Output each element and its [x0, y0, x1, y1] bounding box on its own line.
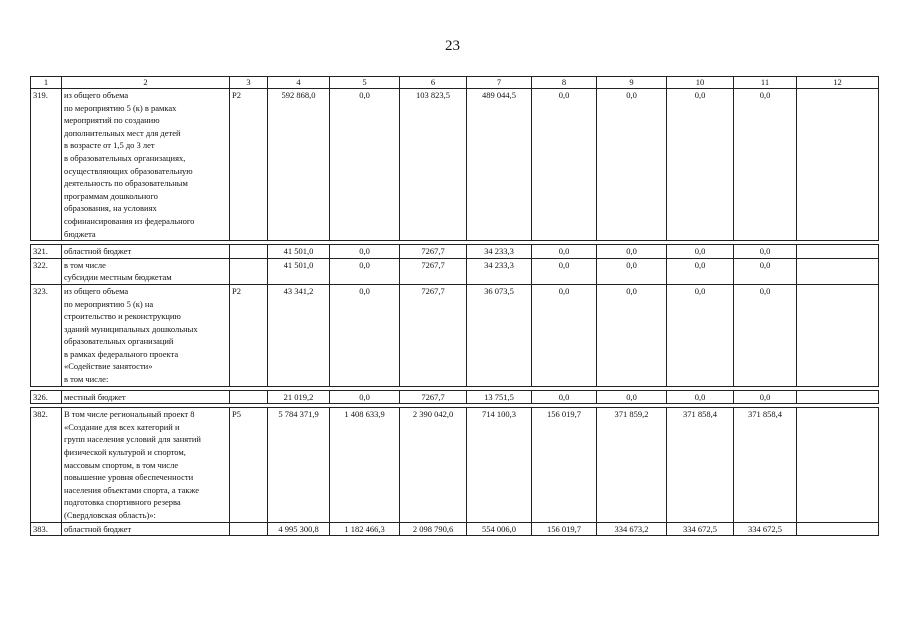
value-col-8: 156 019,7 [532, 408, 597, 522]
value-col-10: 0,0 [667, 89, 734, 241]
col-header-12: 12 [797, 77, 879, 89]
value-col-4: 5 784 371,9 [268, 408, 330, 522]
row-code: P5 [230, 408, 268, 522]
table-row [31, 390, 879, 404]
value-col-7: 36 073,5 [467, 284, 532, 386]
value-col-11: 0,0 [734, 390, 797, 404]
row-description: из общего объема по мероприятию 5 (к) на строительство и реконструкцию зданий муниципальных дошкольных образовательных организаций в рамках федерального проекта «Содействие занятости» в том числе: [62, 284, 230, 386]
value-col-6: 2 390 042,0 [400, 408, 467, 522]
value-col-12 [797, 522, 879, 536]
row-number: 322. [31, 258, 62, 284]
value-col-10: 334 672,5 [667, 522, 734, 536]
value-col-8: 0,0 [532, 390, 597, 404]
value-col-5: 0,0 [330, 284, 400, 386]
row-description: в том числе субсидии местным бюджетам [62, 258, 230, 284]
value-col-7: 34 233,3 [467, 258, 532, 284]
table-row [31, 408, 879, 522]
value-col-9: 0,0 [597, 284, 667, 386]
value-col-10: 0,0 [667, 245, 734, 259]
col-header-11: 11 [734, 77, 797, 89]
value-col-9: 334 673,2 [597, 522, 667, 536]
value-col-5: 0,0 [330, 245, 400, 259]
value-col-8: 156 019,7 [532, 522, 597, 536]
value-col-6: 7267,7 [400, 245, 467, 259]
row-description: областной бюджет [62, 245, 230, 259]
table-row [31, 89, 879, 241]
value-col-4: 41 501,0 [268, 245, 330, 259]
col-header-9: 9 [597, 77, 667, 89]
value-col-7: 714 100,3 [467, 408, 532, 522]
row-code [230, 390, 268, 404]
table-row [31, 258, 879, 284]
value-col-6: 7267,7 [400, 284, 467, 386]
col-header-10: 10 [667, 77, 734, 89]
value-col-8: 0,0 [532, 284, 597, 386]
col-header-5: 5 [330, 77, 400, 89]
value-col-8: 0,0 [532, 89, 597, 241]
col-header-4: 4 [268, 77, 330, 89]
value-col-12 [797, 390, 879, 404]
row-description: областной бюджет [62, 522, 230, 536]
col-header-3: 3 [230, 77, 268, 89]
row-code: P2 [230, 89, 268, 241]
row-description: из общего объема по мероприятию 5 (к) в рамках мероприятий по созданию дополнительных мест для детей в возрасте от 1,5 до 3 лет в образовательных организациях, осуществляющих образовательную деятельность по образовательным программам дошкольного образования, на условиях софинансирования из федерального бюджета [62, 89, 230, 241]
value-col-11: 0,0 [734, 89, 797, 241]
value-col-4: 41 501,0 [268, 258, 330, 284]
value-col-7: 554 006,0 [467, 522, 532, 536]
value-col-11: 0,0 [734, 258, 797, 284]
value-col-11: 334 672,5 [734, 522, 797, 536]
col-header-8: 8 [532, 77, 597, 89]
value-col-6: 7267,7 [400, 390, 467, 404]
value-col-11: 0,0 [734, 245, 797, 259]
value-col-8: 0,0 [532, 245, 597, 259]
value-col-6: 103 823,5 [400, 89, 467, 241]
value-col-12 [797, 258, 879, 284]
col-header-1: 1 [31, 77, 62, 89]
value-col-7: 489 044,5 [467, 89, 532, 241]
value-col-4: 4 995 300,8 [268, 522, 330, 536]
row-number: 323. [31, 284, 62, 386]
value-col-9: 0,0 [597, 390, 667, 404]
value-col-10: 0,0 [667, 258, 734, 284]
row-code [230, 245, 268, 259]
value-col-12 [797, 89, 879, 241]
value-col-10: 0,0 [667, 390, 734, 404]
value-col-6: 2 098 790,6 [400, 522, 467, 536]
row-number: 321. [31, 245, 62, 259]
value-col-12 [797, 245, 879, 259]
value-col-4: 43 341,2 [268, 284, 330, 386]
row-number: 382. [31, 408, 62, 522]
row-code [230, 522, 268, 536]
table-row [31, 284, 879, 386]
value-col-9: 0,0 [597, 258, 667, 284]
row-description: местный бюджет [62, 390, 230, 404]
value-col-11: 0,0 [734, 284, 797, 386]
row-code [230, 258, 268, 284]
budget-table [30, 76, 879, 536]
value-col-5: 0,0 [330, 258, 400, 284]
value-col-12 [797, 408, 879, 522]
row-description: В том числе региональный проект 8 «Создание для всех категорий и групп населения условий для занятий физической культурой и спортом, массовым спортом, в том числе повышение уровня обеспеченности населения объектами спорта, а также подготовка спортивного резерва (Свердловская область)»: [62, 408, 230, 522]
row-number: 326. [31, 390, 62, 404]
row-number: 383. [31, 522, 62, 536]
value-col-4: 592 868,0 [268, 89, 330, 241]
col-header-2: 2 [62, 77, 230, 89]
value-col-5: 1 182 466,3 [330, 522, 400, 536]
value-col-5: 1 408 633,9 [330, 408, 400, 522]
value-col-4: 21 019,2 [268, 390, 330, 404]
row-number: 319. [31, 89, 62, 241]
col-header-6: 6 [400, 77, 467, 89]
table-row [31, 245, 879, 259]
value-col-9: 0,0 [597, 89, 667, 241]
value-col-10: 371 858,4 [667, 408, 734, 522]
value-col-12 [797, 284, 879, 386]
row-code: P2 [230, 284, 268, 386]
value-col-7: 13 751,5 [467, 390, 532, 404]
header-row [31, 77, 879, 89]
value-col-8: 0,0 [532, 258, 597, 284]
value-col-9: 0,0 [597, 245, 667, 259]
value-col-5: 0,0 [330, 390, 400, 404]
value-col-7: 34 233,3 [467, 245, 532, 259]
value-col-9: 371 859,2 [597, 408, 667, 522]
value-col-5: 0,0 [330, 89, 400, 241]
value-col-10: 0,0 [667, 284, 734, 386]
value-col-11: 371 858,4 [734, 408, 797, 522]
page-number: 23 [445, 38, 460, 54]
col-header-7: 7 [467, 77, 532, 89]
table-row [31, 522, 879, 536]
value-col-6: 7267,7 [400, 258, 467, 284]
